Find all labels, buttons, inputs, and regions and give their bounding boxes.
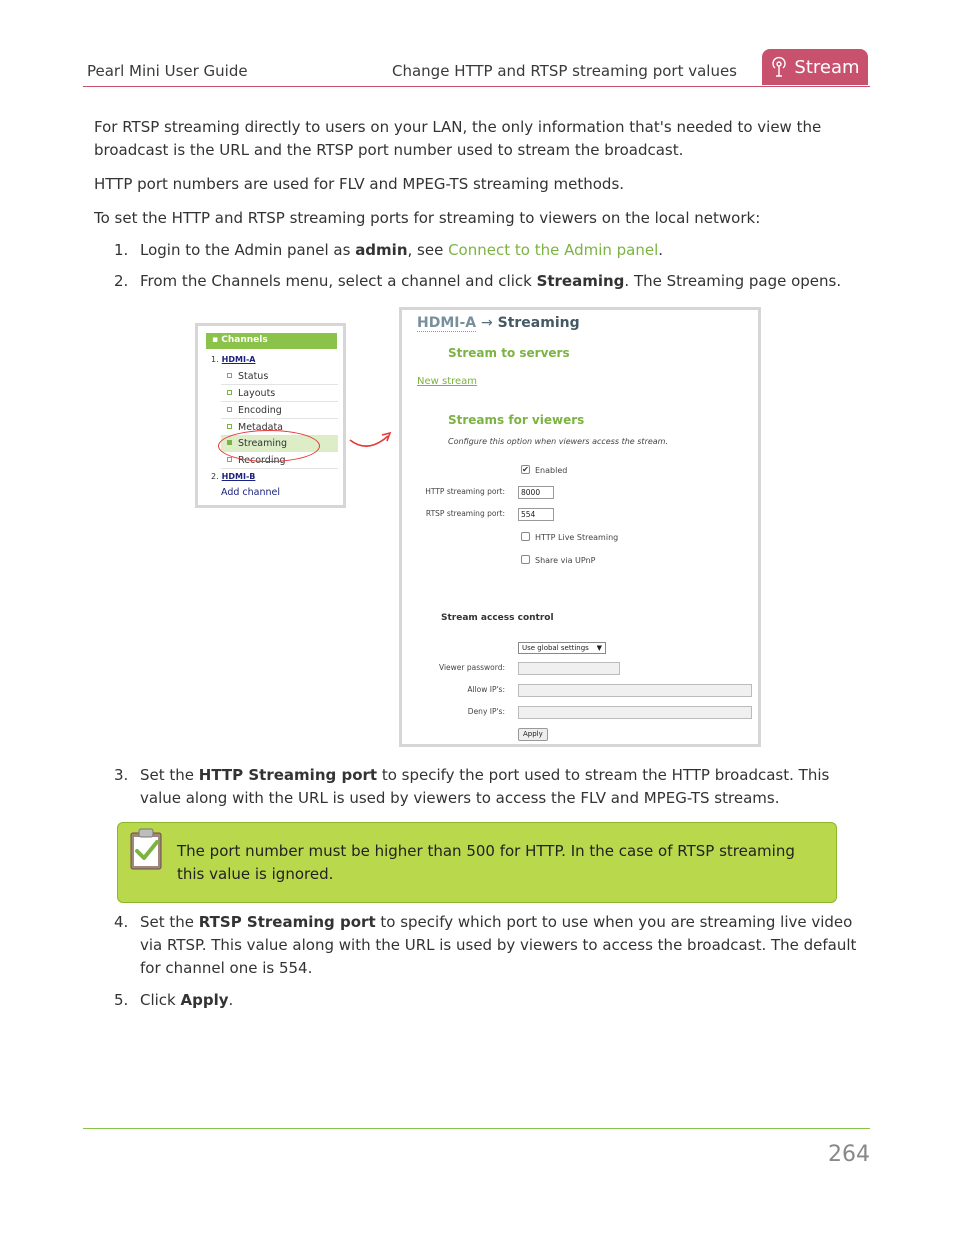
step-number: 3.: [114, 766, 129, 784]
step-text: Set the: [140, 766, 199, 784]
add-channel-link[interactable]: Add channel: [221, 487, 281, 498]
access-select[interactable]: [518, 642, 606, 654]
streaming-page-title: [417, 315, 580, 331]
step-text: .: [228, 991, 234, 1009]
viewer-password-label: Viewer password:: [438, 663, 505, 672]
channel-2-link[interactable]: HDMI-B: [221, 472, 256, 481]
hls-checkbox[interactable]: [521, 532, 530, 541]
highlight-circle: [218, 430, 320, 462]
menu-item-label: Status: [238, 371, 269, 382]
bullet-icon: [227, 457, 232, 462]
step-2: [114, 270, 864, 293]
page-number: 264: [828, 1142, 870, 1167]
step-number: 2.: [114, 272, 129, 290]
menu-item[interactable]: [221, 403, 338, 419]
enabled-checkbox[interactable]: ✔: [522, 465, 529, 474]
step-bold: Apply: [180, 991, 229, 1009]
new-stream-link[interactable]: New stream: [417, 376, 478, 387]
menu-item[interactable]: [221, 369, 338, 385]
allow-ips-label: Allow IP's:: [467, 685, 505, 694]
channel-1: [211, 354, 255, 365]
stream-to-servers-heading: Stream to servers: [448, 346, 570, 360]
rtsp-port-input[interactable]: 554: [518, 508, 554, 521]
guide-title: Pearl Mini User Guide: [87, 62, 248, 80]
step-bold: RTSP Streaming port: [198, 913, 376, 931]
channels-menu-screenshot: [195, 323, 346, 508]
device-link[interactable]: HDMI-A: [417, 315, 477, 331]
deny-ips-input[interactable]: [518, 706, 752, 719]
breadcrumb-arrow: →: [481, 315, 493, 331]
http-port-label: HTTP streaming port:: [425, 487, 505, 496]
step-bold: HTTP Streaming port: [198, 766, 378, 784]
deny-ips-label: Deny IP's:: [467, 707, 505, 716]
menu-item[interactable]: [221, 386, 338, 402]
admin-panel-link[interactable]: Connect to the Admin panel: [448, 241, 659, 259]
bullet-icon: [227, 373, 232, 378]
broadcast-icon: [770, 56, 788, 78]
viewer-password-input[interactable]: [518, 662, 620, 675]
dropdown-arrow-icon: ▼: [596, 644, 602, 652]
step-text: to specify which port to use when you are streaming live video via RTSP. This value along with the URL is used by viewers to access the broadcast. The default for channel one is 554.: [140, 913, 857, 977]
allow-ips-input[interactable]: [518, 684, 752, 697]
apply-button[interactable]: Apply: [518, 728, 548, 741]
step-number: 4.: [114, 913, 129, 931]
step-bold: Streaming: [536, 272, 625, 290]
streaming-page-screenshot: [399, 307, 761, 747]
note-box: [117, 822, 837, 903]
upnp-checkbox[interactable]: [521, 555, 530, 564]
channel-1-link[interactable]: HDMI-A: [221, 355, 256, 364]
note-text: The port number must be higher than 500 for HTTP. In the case of RTSP streaming this value is ignored.: [177, 842, 795, 883]
stream-tab: [762, 49, 868, 85]
step-text: , see: [407, 241, 449, 259]
step-text: Click: [140, 991, 181, 1009]
hls-label: HTTP Live Streaming: [535, 533, 619, 542]
step-text: Set the: [140, 913, 199, 931]
bullet-icon: [227, 390, 232, 395]
viewers-description: Configure this option when viewers access the stream.: [448, 437, 669, 446]
channel-number: 2.: [211, 472, 219, 481]
stream-tab-label: Stream: [794, 56, 860, 78]
rtsp-port-label: RTSP streaming port:: [425, 509, 505, 518]
intro-paragraph: For RTSP streaming directly to users on your LAN, the only information that's needed to view the broadcast is the URL and the RTSP port number used to stream the broadcast.: [94, 118, 822, 159]
menu-item-label: Recording: [238, 455, 286, 466]
menu-item-label: Streaming: [238, 438, 288, 449]
step-3: [114, 764, 864, 810]
clipboard-check-icon: [128, 827, 164, 871]
curved-arrow-icon: [348, 430, 394, 452]
procedure-intro: To set the HTTP and RTSP streaming ports for streaming to viewers on the local network:: [94, 209, 761, 227]
step-4: [114, 911, 864, 980]
menu-item-label: Layouts: [238, 388, 276, 399]
step-5: [114, 989, 864, 1012]
step-text: Login to the Admin panel as: [140, 241, 356, 259]
channels-heading-label: Channels: [221, 335, 268, 345]
step-number: 1.: [114, 241, 129, 259]
bullet-icon: [227, 424, 232, 429]
step-number: 5.: [114, 991, 129, 1009]
step-text: From the Channels menu, select a channel and click: [140, 272, 537, 290]
channel-number: 1.: [211, 355, 219, 364]
bullet-icon: [227, 407, 232, 412]
channel-2: [211, 471, 255, 482]
access-select-value: Use global settings: [522, 644, 589, 652]
section-title: Change HTTP and RTSP streaming port values: [392, 62, 737, 80]
menu-item-label: Encoding: [238, 405, 282, 416]
upnp-label: Share via UPnP: [535, 556, 596, 565]
step-text: to specify the port used to stream the HTTP broadcast. This value along with the URL is used by viewers to access the FLV and MPEG-TS streams.: [140, 766, 830, 807]
http-port-paragraph: HTTP port numbers are used for FLV and MPEG-TS streaming methods.: [94, 175, 625, 193]
footer-rule: [83, 1128, 870, 1129]
enabled-label: Enabled: [535, 466, 568, 475]
streams-for-viewers-heading: Streams for viewers: [448, 413, 585, 427]
http-port-input[interactable]: 8000: [518, 486, 554, 499]
menu-item-label: Metadata: [238, 422, 283, 433]
header-rule: [83, 86, 870, 87]
step-text: . The Streaming page opens.: [624, 272, 842, 290]
channels-menu-heading: ▪ Channels: [206, 333, 337, 349]
access-control-heading: Stream access control: [441, 613, 554, 623]
step-bold: admin: [355, 241, 408, 259]
page-name: Streaming: [497, 315, 580, 331]
step-text: .: [658, 241, 664, 259]
step-1: [114, 239, 864, 262]
